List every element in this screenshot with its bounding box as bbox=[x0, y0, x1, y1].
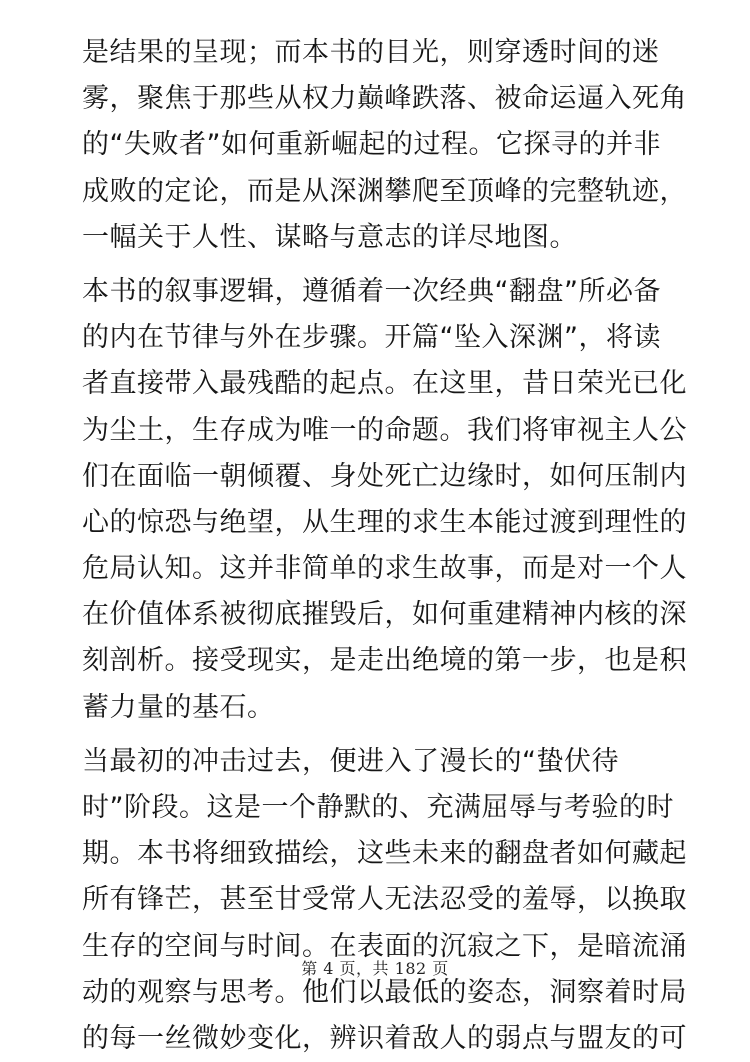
text-line: 生存的空间与时间。在表面的沉寂之下，是暗流涌 bbox=[82, 930, 687, 962]
body-text bbox=[82, 30, 687, 1062]
text-line: 的每一丝微妙变化，辨识着敌人的弱点与盟友的可 bbox=[82, 1022, 687, 1054]
text-line: 们在面临一朝倾覆、身处死亡边缘时，如何压制内 bbox=[82, 460, 687, 492]
text-line: 在价值体系被彻底摧毁后，如何重建精神内核的深 bbox=[82, 599, 687, 631]
text-line: 成败的定论，而是从深渊攀爬至顶峰的完整轨迹， bbox=[82, 175, 687, 207]
text-line: 的“失败者”如何重新崛起的过程。它探寻的并非 bbox=[82, 129, 661, 161]
text-line: 本书的叙事逻辑，遵循着一次经典“翻盘”所必备 bbox=[82, 275, 661, 307]
text-line: 所有锋芒，甚至甘受常人无法忍受的羞辱，以换取 bbox=[82, 884, 687, 916]
text-line: 为尘土，生存成为唯一的命题。我们将审视主人公 bbox=[82, 414, 687, 446]
text-line: 者直接带入最残酷的起点。在这里，昔日荣光已化 bbox=[82, 368, 687, 400]
paragraph bbox=[82, 739, 687, 1062]
text-line: 是结果的呈现；而本书的目光，则穿透时间的迷 bbox=[82, 37, 660, 68]
text-line: 雾，聚焦于那些从权力巅峰跌落、被命运逼入死角 bbox=[82, 83, 687, 115]
text-line: 的内在节律与外在步骤。开篇“坠入深渊”，将读 bbox=[82, 322, 661, 354]
text-line: 危局认知。这并非简单的求生故事，而是对一个人 bbox=[82, 553, 687, 585]
text-line: 心的惊恐与绝望，从生理的求生本能过渡到理性的 bbox=[82, 506, 687, 538]
text-line: 当最初的冲击过去，便进入了漫长的“蛰伏待 bbox=[82, 745, 619, 777]
paragraph bbox=[82, 30, 687, 261]
text-line: 期。本书将细致描绘，这些未来的翻盘者如何藏起 bbox=[82, 838, 687, 870]
page-number-footer: 第 4 页，共 182 页 bbox=[301, 959, 449, 978]
text-line: 动的观察与思考。他们以最低的姿态，洞察着时局 bbox=[82, 976, 687, 1008]
text-line: 刻剖析。接受现实，是走出绝境的第一步，也是积 bbox=[82, 645, 687, 677]
text-line: 一幅关于人性、谋略与意志的详尽地图。 bbox=[82, 221, 577, 253]
paragraph bbox=[82, 269, 687, 731]
text-line: 蓄力量的基石。 bbox=[82, 691, 275, 723]
text-line: 时”阶段。这是一个静默的、充满屈辱与考验的时 bbox=[82, 792, 674, 823]
